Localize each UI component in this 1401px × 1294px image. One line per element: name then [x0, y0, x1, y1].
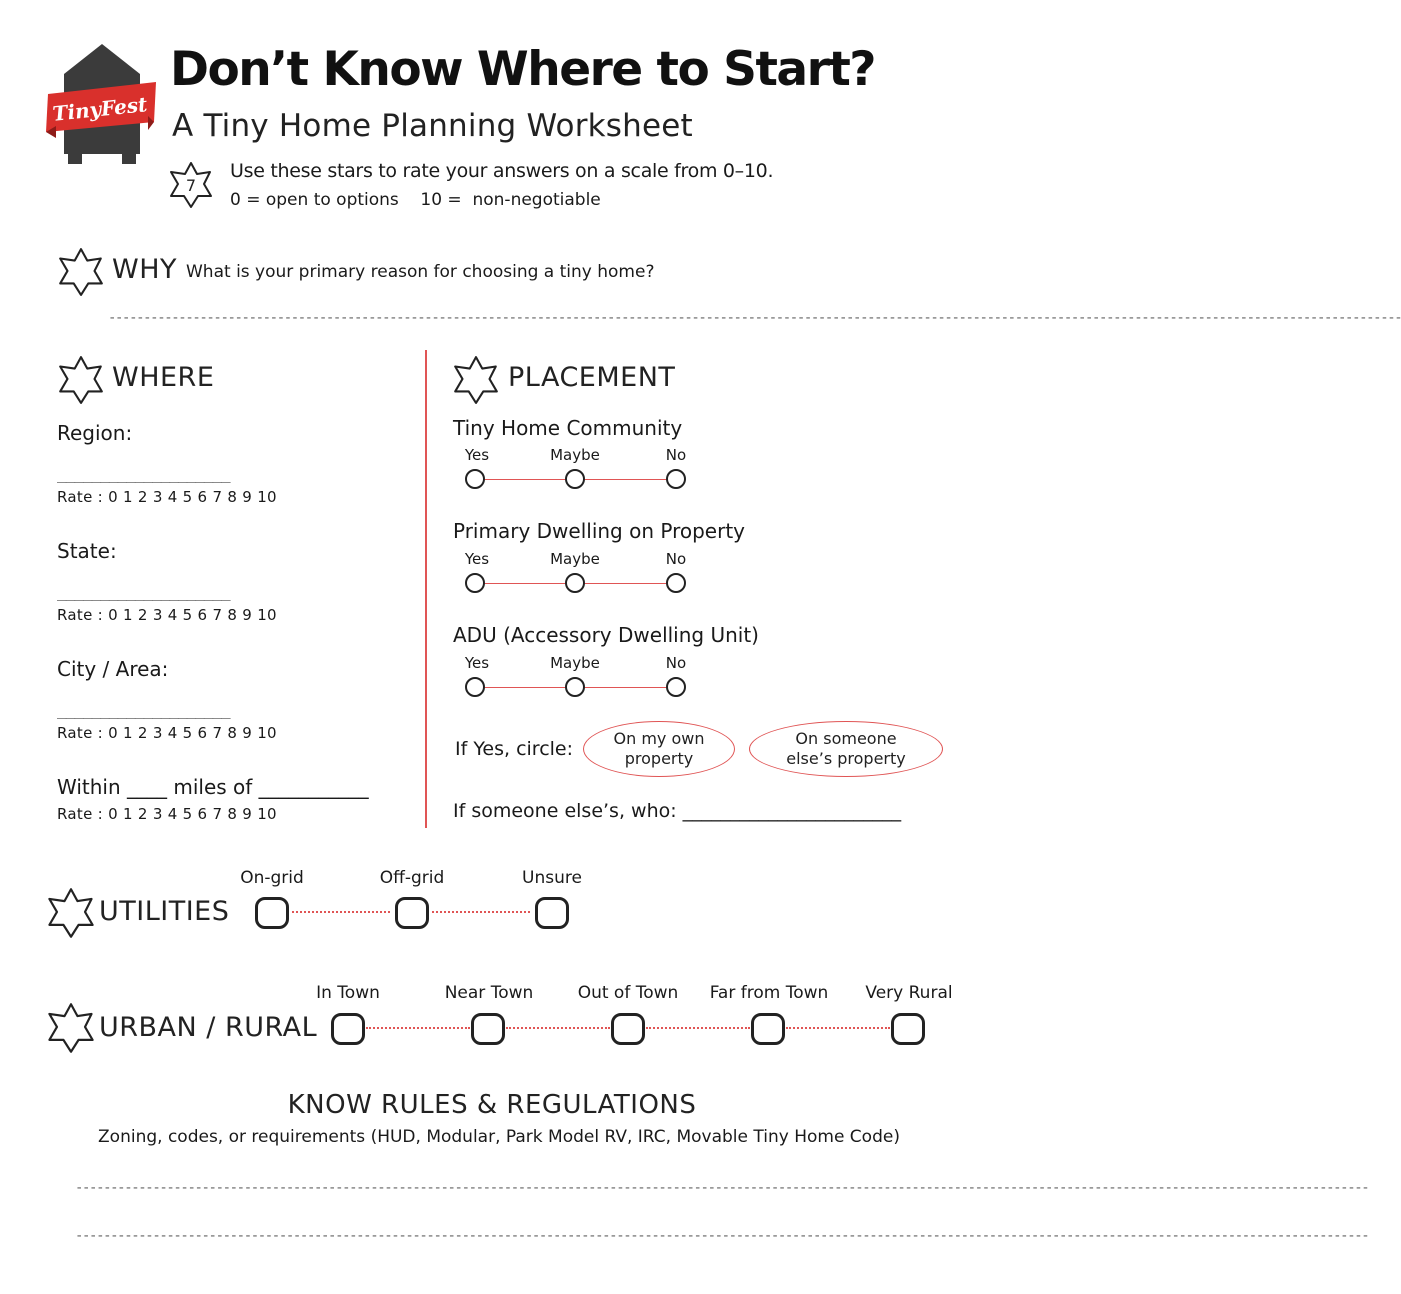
where-heading: WHERE — [112, 362, 215, 393]
why-answer-line[interactable]: ---------------------------------------------------------------------------------------------------------------------------------------------------------------------------------------- — [108, 310, 1401, 326]
q2-no-radio[interactable] — [666, 573, 686, 593]
utilities-heading: UTILITIES — [99, 896, 230, 927]
rating-scale-note: 0 = open to options 10 = non-negotiable — [230, 190, 601, 210]
urban-rural-heading: URBAN / RURAL — [99, 1012, 318, 1043]
star-icon — [166, 160, 216, 210]
region-input-line[interactable]: ____________________ — [57, 464, 230, 483]
region-label: Region: — [57, 421, 133, 445]
q3-yes-radio[interactable] — [465, 677, 485, 697]
utilities-rating-star[interactable] — [44, 886, 98, 940]
utilities-unsure-label: Unsure — [522, 868, 582, 888]
why-heading: WHY — [112, 254, 177, 285]
logo-text: TinyFest — [51, 92, 149, 126]
rules-note: Zoning, codes, or requirements (HUD, Modular, Park Model RV, IRC, Movable Tiny Home Code) — [98, 1127, 900, 1147]
why-rating-star[interactable] — [55, 246, 107, 298]
sample-rating-star[interactable] — [166, 160, 216, 210]
region-rate[interactable]: Rate : 0 1 2 3 4 5 6 7 8 9 10 — [57, 488, 277, 506]
page-title: Don’t Know Where to Start? — [170, 42, 876, 97]
urban-near-town-label: Near Town — [444, 983, 534, 1003]
star-icon — [55, 246, 107, 298]
utilities-on-grid-checkbox[interactable] — [255, 897, 289, 929]
q1-no-label: No — [665, 446, 687, 464]
q2-no-label: No — [665, 550, 687, 568]
column-divider — [425, 350, 427, 828]
urban-far-from-town-label: Far from Town — [709, 983, 829, 1003]
state-input-line[interactable]: ____________________ — [57, 582, 230, 601]
urban-near-town-checkbox[interactable] — [471, 1013, 505, 1045]
rating-instruction: Use these stars to rate your answers on a scale from 0–10. — [230, 160, 774, 182]
city-rate[interactable]: Rate : 0 1 2 3 4 5 6 7 8 9 10 — [57, 724, 277, 742]
q2-maybe-label: Maybe — [550, 550, 600, 568]
within-miles-field[interactable]: Within ____ miles of ___________ — [57, 775, 369, 799]
placement-heading: PLACEMENT — [508, 362, 676, 393]
utilities-on-grid-label: On-grid — [240, 868, 304, 888]
tinyfest-logo — [44, 42, 160, 168]
urban-connector-3 — [646, 1027, 750, 1029]
q-tiny-home-community: Tiny Home Community — [453, 416, 683, 440]
q-adu: ADU (Accessory Dwelling Unit) — [453, 623, 759, 647]
why-question: What is your primary reason for choosing a tiny home? — [186, 262, 655, 282]
q3-no-radio[interactable] — [666, 677, 686, 697]
within-rate[interactable]: Rate : 0 1 2 3 4 5 6 7 8 9 10 — [57, 805, 277, 823]
utilities-connector-1 — [292, 911, 390, 913]
q1-yes-label: Yes — [464, 446, 490, 464]
urban-in-town-label: In Town — [316, 983, 380, 1003]
urban-in-town-checkbox[interactable] — [331, 1013, 365, 1045]
urban-very-rural-label: Very Rural — [865, 983, 953, 1003]
state-label: State: — [57, 539, 117, 563]
urban-far-from-town-checkbox[interactable] — [751, 1013, 785, 1045]
q2-yes-label: Yes — [464, 550, 490, 568]
star-icon — [44, 1001, 98, 1055]
star-icon — [44, 886, 98, 940]
city-input-line[interactable]: ____________________ — [57, 700, 230, 719]
q3-yes-label: Yes — [464, 654, 490, 672]
q2-maybe-radio[interactable] — [565, 573, 585, 593]
urban-out-of-town-label: Out of Town — [577, 983, 679, 1003]
choice-own-property[interactable]: On my own property — [583, 721, 735, 777]
q1-yes-radio[interactable] — [465, 469, 485, 489]
utilities-unsure-checkbox[interactable] — [535, 897, 569, 929]
state-rate[interactable]: Rate : 0 1 2 3 4 5 6 7 8 9 10 — [57, 606, 277, 624]
q3-maybe-radio[interactable] — [565, 677, 585, 697]
urban-very-rural-checkbox[interactable] — [891, 1013, 925, 1045]
urban-connector-4 — [786, 1027, 890, 1029]
placement-rating-star[interactable] — [450, 354, 502, 406]
q1-no-radio[interactable] — [666, 469, 686, 489]
page-subtitle: A Tiny Home Planning Worksheet — [172, 108, 693, 144]
q3-maybe-label: Maybe — [550, 654, 600, 672]
urban-rural-rating-star[interactable] — [44, 1001, 98, 1055]
rules-heading: KNOW RULES & REGULATIONS — [287, 1090, 697, 1120]
utilities-off-grid-label: Off-grid — [379, 868, 445, 888]
utilities-off-grid-checkbox[interactable] — [395, 897, 429, 929]
urban-connector-2 — [506, 1027, 610, 1029]
tiny-house-icon — [44, 42, 160, 168]
q1-maybe-label: Maybe — [550, 446, 600, 464]
utilities-connector-2 — [432, 911, 530, 913]
if-yes-label: If Yes, circle: — [455, 738, 574, 760]
where-rating-star[interactable] — [55, 354, 107, 406]
star-icon — [55, 354, 107, 406]
q2-yes-radio[interactable] — [465, 573, 485, 593]
sample-star-number: 7 — [185, 176, 197, 195]
choice-someone-else-property[interactable]: On someone else’s property — [749, 721, 943, 777]
rules-answer-line-1[interactable]: ---------------------------------------------------------------------------------------------------------------------------------------------------------------------------------------- — [75, 1180, 1369, 1196]
urban-connector-1 — [366, 1027, 470, 1029]
star-icon — [450, 354, 502, 406]
urban-out-of-town-checkbox[interactable] — [611, 1013, 645, 1045]
q1-maybe-radio[interactable] — [565, 469, 585, 489]
q3-no-label: No — [665, 654, 687, 672]
rules-answer-line-2[interactable]: ---------------------------------------------------------------------------------------------------------------------------------------------------------------------------------------- — [75, 1228, 1369, 1244]
q-primary-dwelling: Primary Dwelling on Property — [453, 519, 746, 543]
someone-else-who-field[interactable]: If someone else’s, who: _______________________ — [453, 800, 902, 822]
city-label: City / Area: — [57, 657, 169, 681]
